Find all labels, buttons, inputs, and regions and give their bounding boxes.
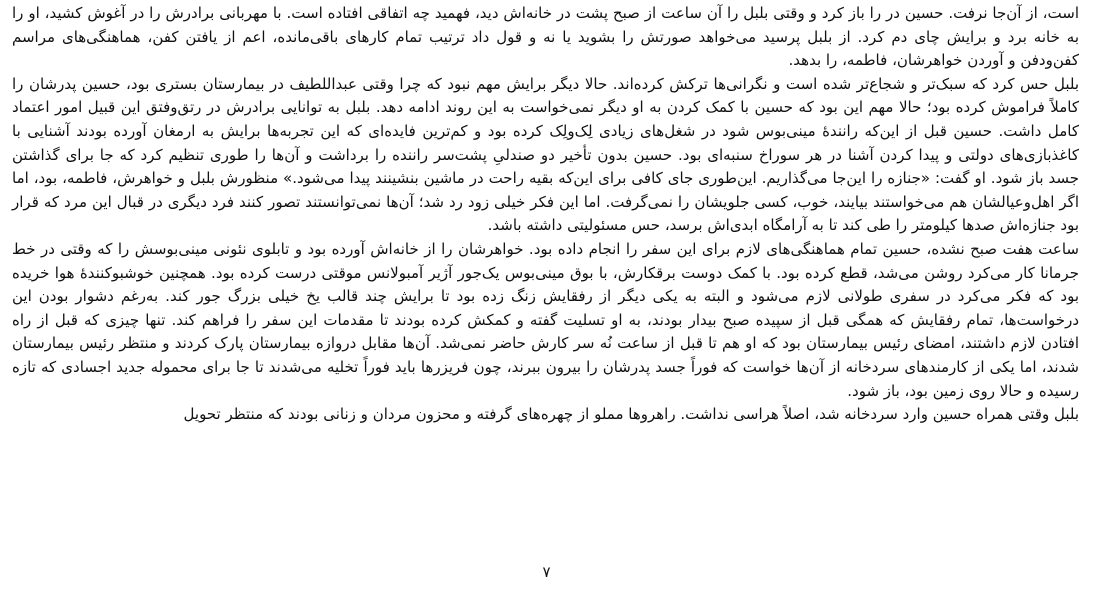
page-number: ۷	[542, 563, 551, 581]
paragraph-2: بلبل حس کرد که سبک‌تر و شجاع‌تر شده است و نگرانی‌ها ترکش کرده‌اند. حالا دیگر برایش مهم نبود که چرا وقتی عبداللطیف در بیمارستان بستری بود، حسین پدرشان را کاملاً فراموش کرده بود؛ حالا مهم این بود که حسین با کمک کردن به او دیگر نمی‌خواست به این روند ادامه دهد. بلبل به توانایی برادرش در رتق‌وفتق این قبیل امور اعتماد کامل داشت. حسین قبل از این‌که رانندهٔ مینی‌بوس شود در شغل‌های زیادی لِک‌ولِک کرده بود و کم‌ترین فایده‌ای که این تجربه‌ها برایش به ارمغان آورده بودند آشنایی با کاغذبازی‌های دولتی و پیدا کردن آشنا در هر سوراخ سنبه‌ای بود. حسین بدون تأخیر دو صندلیِ پشت‌سر راننده را برداشت و آن‌ها را طوری تنظیم کرد که جا برای گذاشتن جسد باز شود. او گفت: «جنازه را این‌جا می‌گذاریم. این‌طوری جای کافی برای این‌که بقیه راحت در ماشین بنشینند پیدا می‌شود.» منظورش بلبل و خواهرش، فاطمه، بود، اما اگر اهل‌وعیالشان هم می‌خواستند بیایند، خوب، کسی جلویشان را نمی‌گرفت. اما این فکر خیلی زود رد شد؛ آن‌ها نمی‌توانستند تصور کنند فرد دیگری در قبال این مرد که قرار بود جنازه‌اش صدها کیلومتر را طی کند تا به آرامگاه ابدی‌اش برسد، حس مسئولیتی داشته باشد.	[12, 74, 1079, 235]
paragraph-3: ساعت هفت صبح نشده، حسین تمام هماهنگی‌های لازم برای این سفر را انجام داده بود. خواهرشان را از خانه‌اش آورده بود و تابلوی نئونی مینی‌بوسش را که وقتی در خط جرمانا کار می‌کرد روشن می‌شد، قطع کرده بود. با کمک دوست برقکارش، با بوق مینی‌بوس یک‌جور آژیر آمبولانس موقتی درست کرده بود. همچنین خوشبوکنندهٔ هوا خریده بود که فکر می‌کرد در سفری طولانی لازم می‌شود و البته به یکی دیگر از رفقایش زنگ زده بود تا برایش چند قالب یخ خیلی بزرگ جور کند. به‌رغم دشوار بودن این درخواست‌ها، تمام رفقایش که همگی قبل از سپیده صبح بیدار بودند، به او تسلیت گفته و کمکش کرده بودند تا مقدمات این سفر را فراهم کند. تنها چیزی که قبل از راه افتادن لازم داشتند، امضای رئیس بیمارستان بود که او هم تا قبل از ساعت نُه سر کارش حاضر نمی‌شد. آن‌ها مقابل دروازه بیمارستان پارک کردند و منتظر رئیس بیمارستان شدند، اما یکی از کارمندهای سردخانه از آن‌ها خواست که فوراً جسد پدرشان را بیرون ببرند، چون فریزرها باید فوراً تخلیه می‌شدند تا جا برای محموله جدید اجسادی که تازه رسیده و حالا روی زمین بود، باز شود.	[12, 239, 1079, 400]
body-text	[12, 2, 1079, 427]
paragraph-4: بلبل وقتی همراه حسین وارد سردخانه شد، اصلاً هراسی نداشت. راهروها مملو از چهره‌های گرفته و محزون مردان و زنانی بودند که منتظر تحویل	[183, 405, 1079, 424]
paragraph-1: است، از آن‌جا نرفت. حسین در را باز کرد و وقتی بلبل را آن ساعت از صبح پشت در خانه‌اش دید، فهمید چه اتفاقی افتاده است. با مهربانی برادرش را در آغوش کشید، او را به خانه برد و برایش چای دم کرد. از بلبل پرسید می‌خواهد صورتش را بشوید یا نه و قول داد ترتیب تمام کارهای باقی‌مانده، اعم از یافتن کفن، هماهنگی‌های مراسم کفن‌ودفن و آوردن خواهرشان، فاطمه، را بدهد.	[12, 4, 1079, 70]
